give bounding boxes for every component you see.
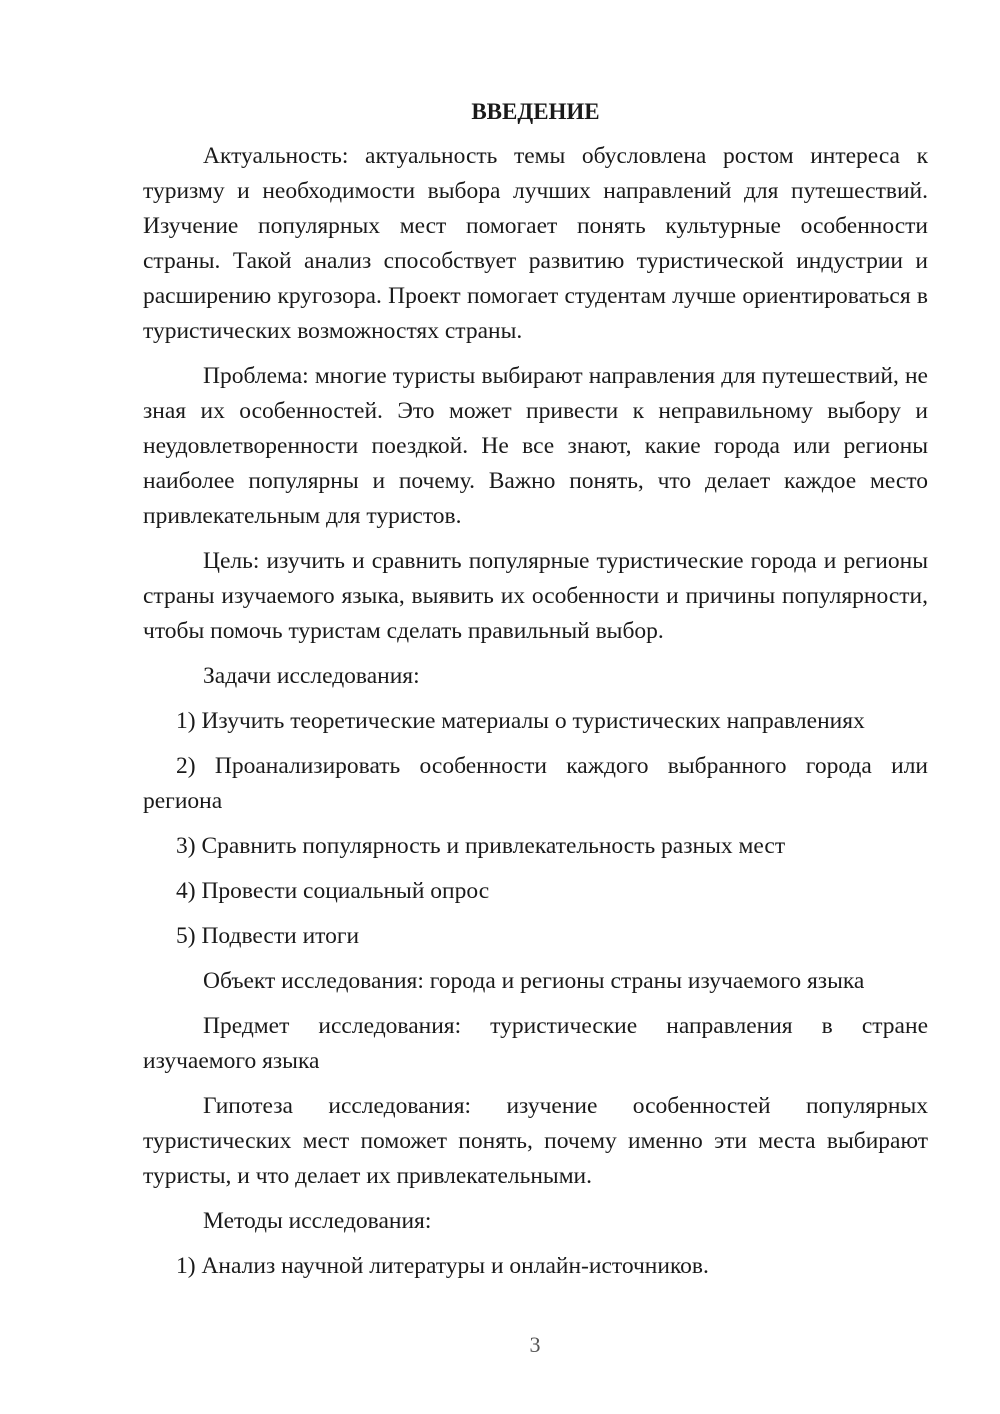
task-item: 1) Изучить теоретические материалы о туристических направлениях bbox=[176, 708, 865, 734]
method-item: 1) Анализ научной литературы и онлайн-источников. bbox=[176, 1253, 709, 1279]
page-content bbox=[143, 94, 928, 1294]
problem-paragraph: Проблема: многие туристы выбирают направления для путешествий, не зная их особенностей. Это может привести к неправильному выбору и неудовлетворенности поездкой. Не все знают, какие города или регионы наиболее популярны и почему. Важно понять, что делает каждое место привлекательным для туристов. bbox=[143, 363, 928, 529]
page-number: 3 bbox=[529, 1332, 541, 1357]
task-item: 5) Подвести итоги bbox=[176, 923, 360, 949]
relevance-paragraph: Актуальность: актуальность темы обусловлена ростом интереса к туризму и необходимости выбора лучших направлений для путешествий. Изучение популярных мест помогает понять культурные особенности страны. Такой анализ способствует развитию туристической индустрии и расширению кругозора. Проект помогает студентам лучше ориентироваться в туристических возможностях страны. bbox=[143, 143, 928, 344]
page-title: ВВЕДЕНИЕ bbox=[471, 99, 600, 124]
object-paragraph: Объект исследования: города и регионы страны изучаемого языка bbox=[203, 968, 865, 994]
methods-heading: Методы исследования: bbox=[203, 1208, 432, 1234]
goal-paragraph: Цель: изучить и сравнить популярные туристические города и регионы страны изучаемого языка, выявить их особенности и причины популярности, чтобы помочь туристам сделать правильный выбор. bbox=[143, 548, 928, 644]
tasks-heading: Задачи исследования: bbox=[203, 663, 420, 689]
hypothesis-paragraph: Гипотеза исследования: изучение особенностей популярных туристических мест поможет понять, почему именно эти места выбирают туристы, и что делает их привлекательными. bbox=[143, 1093, 928, 1189]
task-item: 3) Сравнить популярность и привлекательность разных мест bbox=[176, 833, 786, 859]
subject-paragraph: Предмет исследования: туристические направления в стране изучаемого языка bbox=[143, 1013, 928, 1074]
task-item: 2) Проанализировать особенности каждого выбранного города или региона bbox=[143, 753, 928, 814]
task-item: 4) Провести социальный опрос bbox=[176, 878, 490, 904]
